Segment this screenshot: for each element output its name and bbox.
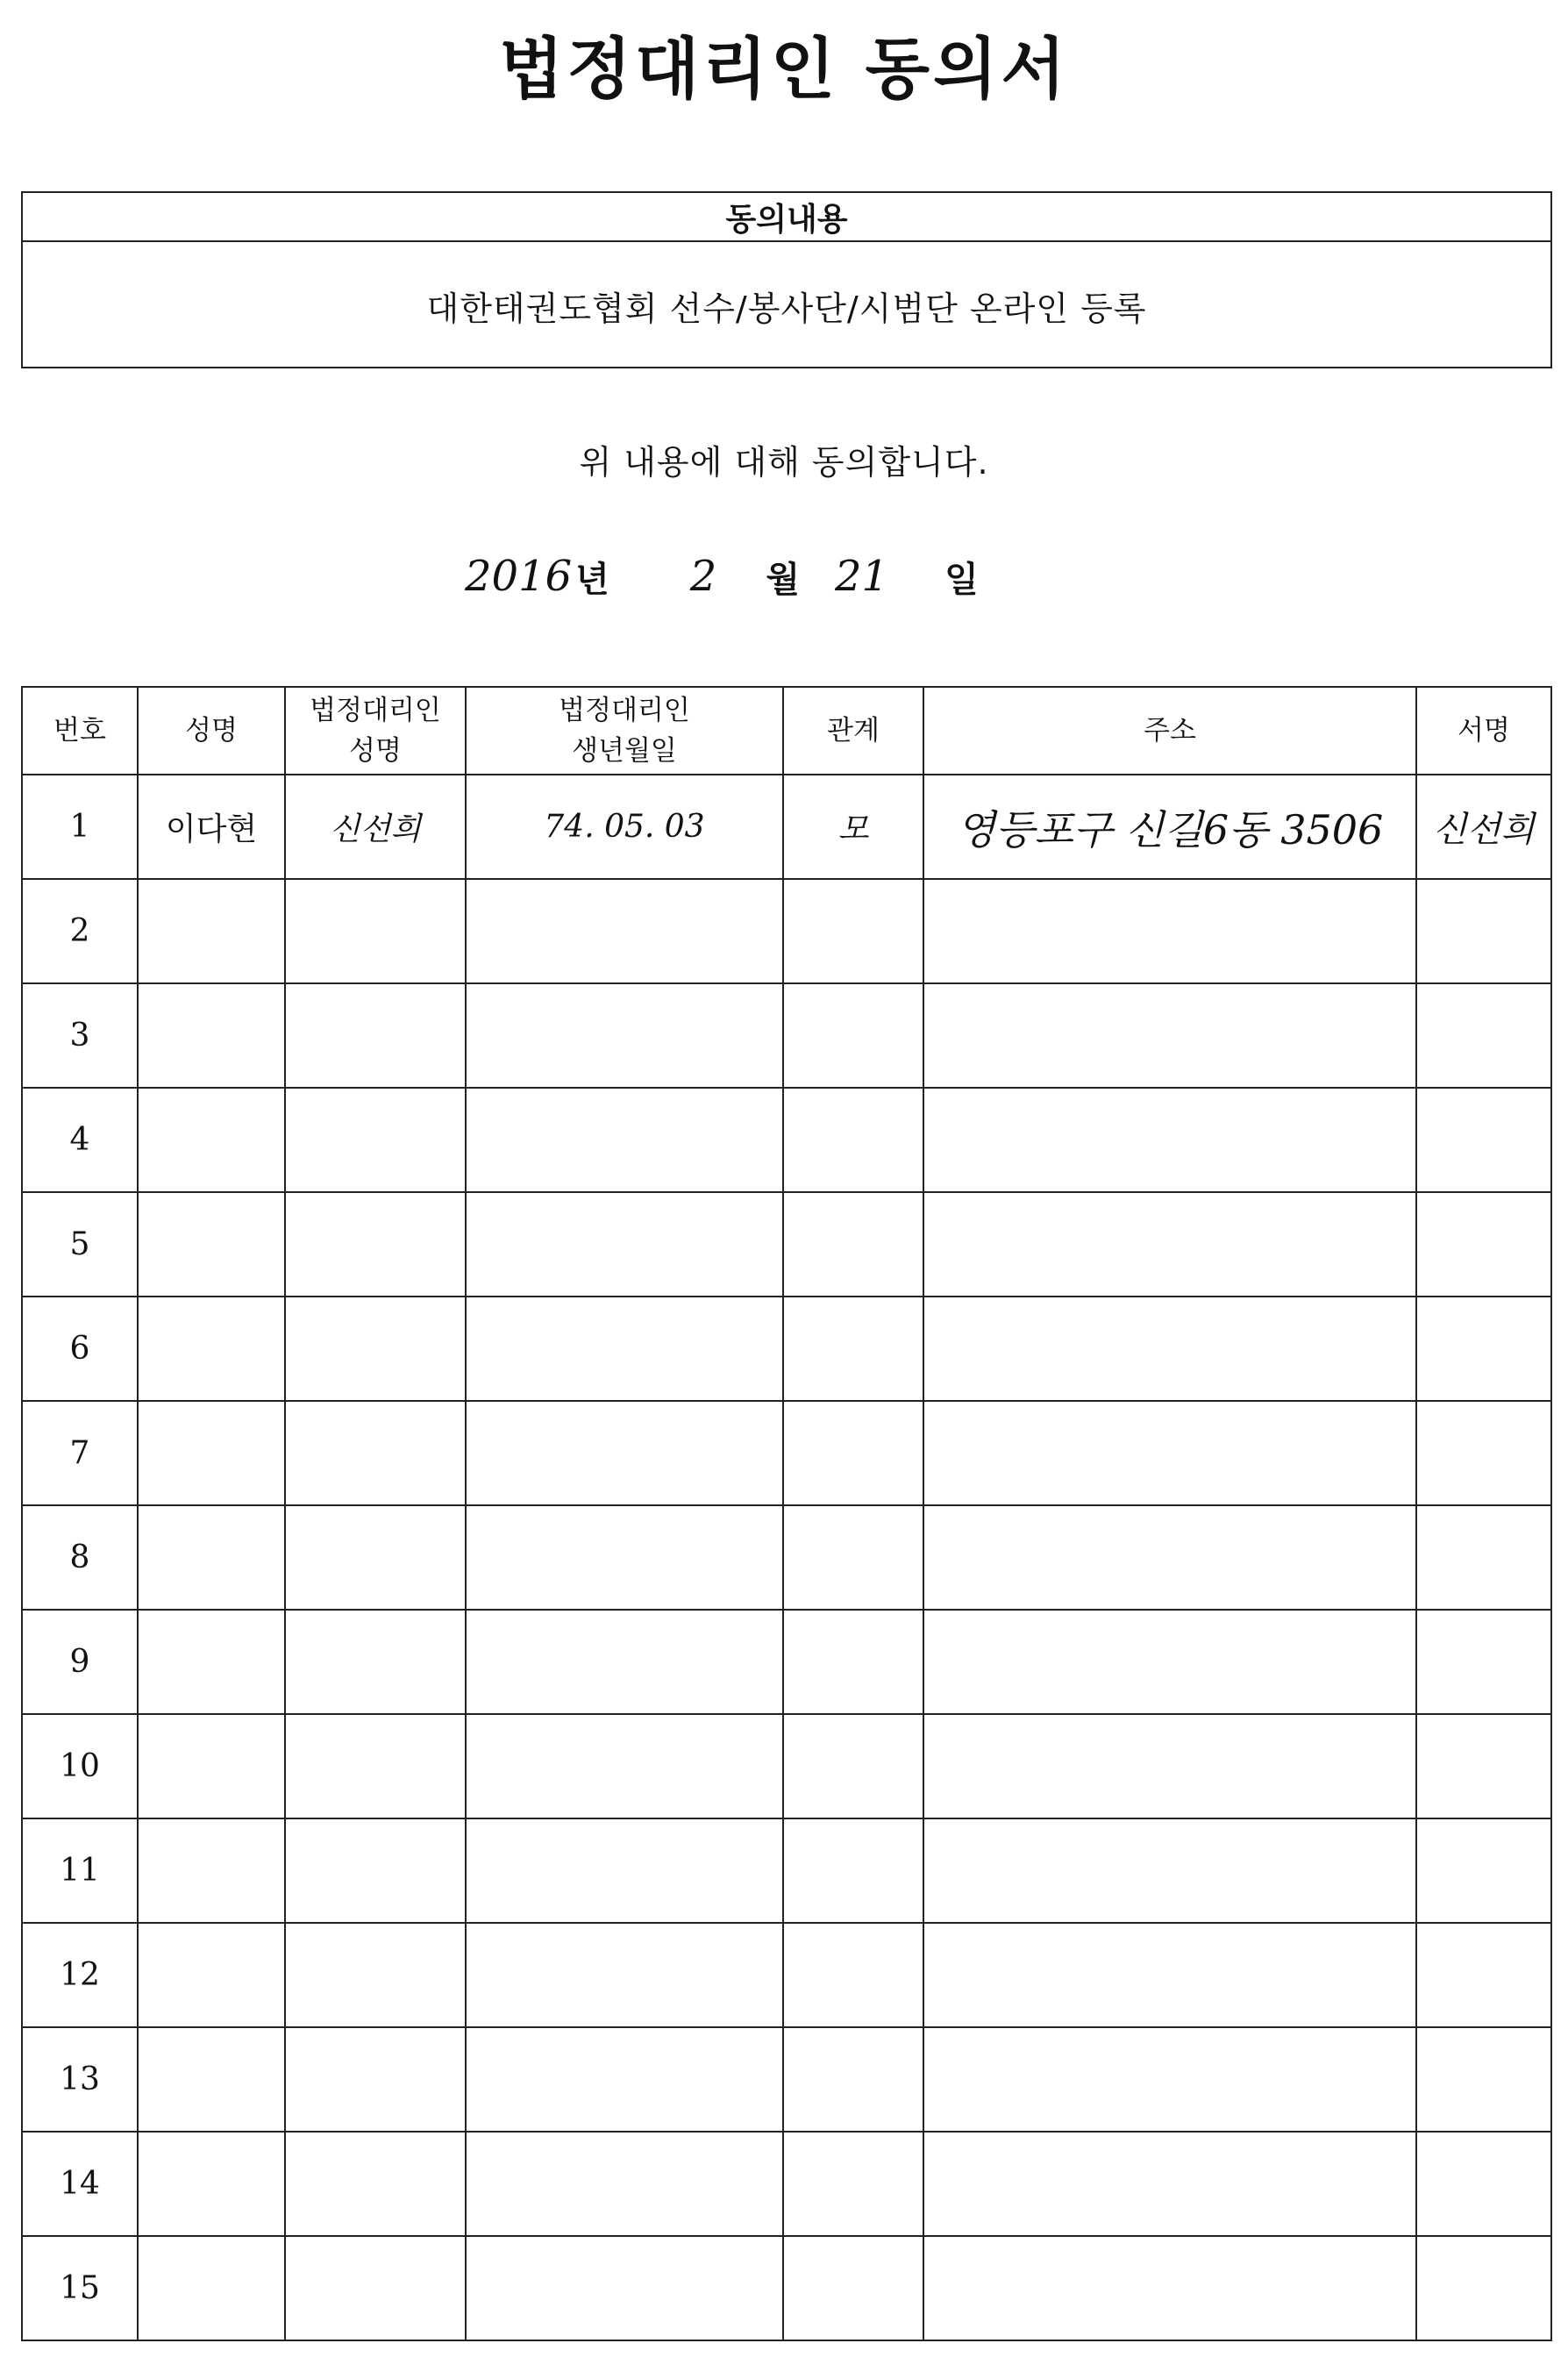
cell-guardian-name xyxy=(285,2027,466,2132)
cell-name xyxy=(138,1297,285,1401)
cell-address xyxy=(923,1923,1416,2027)
cell-signature xyxy=(1416,1714,1551,1818)
cell-guardian-name xyxy=(285,1714,466,1818)
cell-guardian-birth xyxy=(466,1505,783,1610)
date-day-unit: 일 xyxy=(944,559,979,600)
cell-address xyxy=(923,879,1416,983)
cell-address xyxy=(923,1088,1416,1192)
cell-name xyxy=(138,1818,285,1923)
cell-signature xyxy=(1416,1088,1551,1192)
cell-relation xyxy=(783,1297,923,1401)
cell-relation xyxy=(783,1610,923,1714)
cell-relation xyxy=(783,1923,923,2027)
cell-number: 1 xyxy=(22,775,138,879)
cell-relation xyxy=(783,1088,923,1192)
cell-address xyxy=(923,2132,1416,2236)
cell-signature xyxy=(1416,2132,1551,2236)
cell-number: 13 xyxy=(22,2027,138,2132)
table-row xyxy=(22,1088,1551,1192)
cell-guardian-birth xyxy=(466,2236,783,2340)
cell-guardian-name xyxy=(285,1297,466,1401)
cell-guardian-birth xyxy=(466,1714,783,1818)
agree-statement: 위 내용에 대해 동의합니다. xyxy=(579,443,989,482)
cell-address xyxy=(923,1818,1416,1923)
table-row xyxy=(22,1923,1551,2027)
table-row xyxy=(22,2236,1551,2340)
cell-number: 9 xyxy=(22,1610,138,1714)
consent-content-body: 대한태권도협회 선수/봉사단/시범단 온라인 등록 xyxy=(426,289,1147,328)
date-year-unit: 년 xyxy=(575,559,609,600)
date-year: 2016 xyxy=(465,552,573,601)
header-name: 성명 xyxy=(138,687,285,775)
cell-signature xyxy=(1416,1610,1551,1714)
date-day: 21 xyxy=(834,552,889,601)
cell-address xyxy=(923,1505,1416,1610)
cell-name xyxy=(138,2132,285,2236)
cell-signature xyxy=(1416,1505,1551,1610)
cell-guardian-birth xyxy=(466,983,783,1088)
cell-guardian-birth xyxy=(466,1610,783,1714)
cell-address xyxy=(923,1192,1416,1297)
cell-relation xyxy=(783,1401,923,1505)
cell-guardian-name xyxy=(285,2132,466,2236)
cell-guardian-name xyxy=(285,2236,466,2340)
cell-signature xyxy=(1416,1401,1551,1505)
cell-signature xyxy=(1416,1192,1551,1297)
cell-number: 14 xyxy=(22,2132,138,2236)
table-row xyxy=(22,775,1551,879)
cell-guardian-birth xyxy=(466,1088,783,1192)
cell-signature xyxy=(1416,2236,1551,2340)
table-row xyxy=(22,983,1551,1088)
cell-relation xyxy=(783,2236,923,2340)
cell-address xyxy=(923,1714,1416,1818)
cell-guardian-name: 신선희 xyxy=(285,775,466,879)
cell-address xyxy=(923,983,1416,1088)
cell-guardian-birth xyxy=(466,2027,783,2132)
table-row xyxy=(22,879,1551,983)
header-address: 주소 xyxy=(923,687,1416,775)
cell-name xyxy=(138,879,285,983)
table-row xyxy=(22,1818,1551,1923)
cell-name xyxy=(138,2027,285,2132)
cell-relation xyxy=(783,2027,923,2132)
cell-guardian-birth xyxy=(466,1297,783,1401)
cell-signature xyxy=(1416,2027,1551,2132)
cell-number: 5 xyxy=(22,1192,138,1297)
cell-guardian-name xyxy=(285,1088,466,1192)
cell-guardian-name xyxy=(285,1923,466,2027)
cell-relation xyxy=(783,1505,923,1610)
header-number: 번호 xyxy=(22,687,138,775)
cell-address xyxy=(923,1297,1416,1401)
table-row xyxy=(22,1192,1551,1297)
cell-name xyxy=(138,1088,285,1192)
cell-signature xyxy=(1416,1923,1551,2027)
cell-guardian-name xyxy=(285,1818,466,1923)
consent-content-header: 동의내용 xyxy=(23,193,1550,242)
cell-name xyxy=(138,1610,285,1714)
cell-guardian-name xyxy=(285,1505,466,1610)
table-row xyxy=(22,2132,1551,2236)
cell-signature xyxy=(1416,1297,1551,1401)
cell-guardian-birth xyxy=(466,1818,783,1923)
cell-signature xyxy=(1416,983,1551,1088)
cell-address: 영등포구 신길6동 3506 xyxy=(923,775,1416,879)
cell-relation xyxy=(783,1818,923,1923)
table-row xyxy=(22,1297,1551,1401)
cell-relation xyxy=(783,983,923,1088)
cell-guardian-birth xyxy=(466,879,783,983)
cell-address xyxy=(923,2236,1416,2340)
cell-signature xyxy=(1416,879,1551,983)
document-title: 법정대리인 동의서 xyxy=(499,30,1069,108)
table-header-row xyxy=(22,687,1551,775)
table-row xyxy=(22,1505,1551,1610)
cell-name xyxy=(138,2236,285,2340)
cell-name xyxy=(138,1192,285,1297)
cell-guardian-name xyxy=(285,879,466,983)
table-row xyxy=(22,1714,1551,1818)
cell-address xyxy=(923,2027,1416,2132)
cell-signature xyxy=(1416,1818,1551,1923)
table-row xyxy=(22,1610,1551,1714)
cell-number: 4 xyxy=(22,1088,138,1192)
cell-number: 2 xyxy=(22,879,138,983)
cell-relation: 모 xyxy=(783,775,923,879)
cell-guardian-birth xyxy=(466,1401,783,1505)
cell-relation xyxy=(783,2132,923,2236)
cell-relation xyxy=(783,1714,923,1818)
cell-relation xyxy=(783,879,923,983)
consent-content-box xyxy=(21,191,1552,368)
cell-number: 6 xyxy=(22,1297,138,1401)
cell-name: 이다현 xyxy=(138,775,285,879)
cell-guardian-birth: 74. 05. 03 xyxy=(466,775,783,879)
cell-number: 15 xyxy=(22,2236,138,2340)
cell-guardian-birth xyxy=(466,1923,783,2027)
cell-guardian-name xyxy=(285,983,466,1088)
cell-number: 10 xyxy=(22,1714,138,1818)
cell-name xyxy=(138,1505,285,1610)
date-month-unit: 월 xyxy=(766,559,800,600)
header-relation: 관계 xyxy=(783,687,923,775)
cell-number: 3 xyxy=(22,983,138,1088)
header-guardian-name: 법정대리인 성명 xyxy=(285,687,466,775)
cell-guardian-name xyxy=(285,1192,466,1297)
cell-number: 8 xyxy=(22,1505,138,1610)
cell-signature: 신선희 xyxy=(1416,775,1551,879)
cell-guardian-birth xyxy=(466,2132,783,2236)
table-row xyxy=(22,1401,1551,1505)
cell-number: 12 xyxy=(22,1923,138,2027)
table-row xyxy=(22,2027,1551,2132)
date-month: 2 xyxy=(689,552,717,601)
header-guardian-birth: 법정대리인 생년월일 xyxy=(466,687,783,775)
cell-guardian-name xyxy=(285,1401,466,1505)
date-line xyxy=(465,546,979,607)
cell-name xyxy=(138,1714,285,1818)
cell-name xyxy=(138,1923,285,2027)
header-signature: 서명 xyxy=(1416,687,1551,775)
cell-name xyxy=(138,1401,285,1505)
cell-number: 7 xyxy=(22,1401,138,1505)
cell-guardian-name xyxy=(285,1610,466,1714)
cell-number: 11 xyxy=(22,1818,138,1923)
cell-guardian-birth xyxy=(466,1192,783,1297)
cell-address xyxy=(923,1610,1416,1714)
guardian-roster-table xyxy=(21,686,1552,2341)
cell-address xyxy=(923,1401,1416,1505)
cell-relation xyxy=(783,1192,923,1297)
cell-name xyxy=(138,983,285,1088)
